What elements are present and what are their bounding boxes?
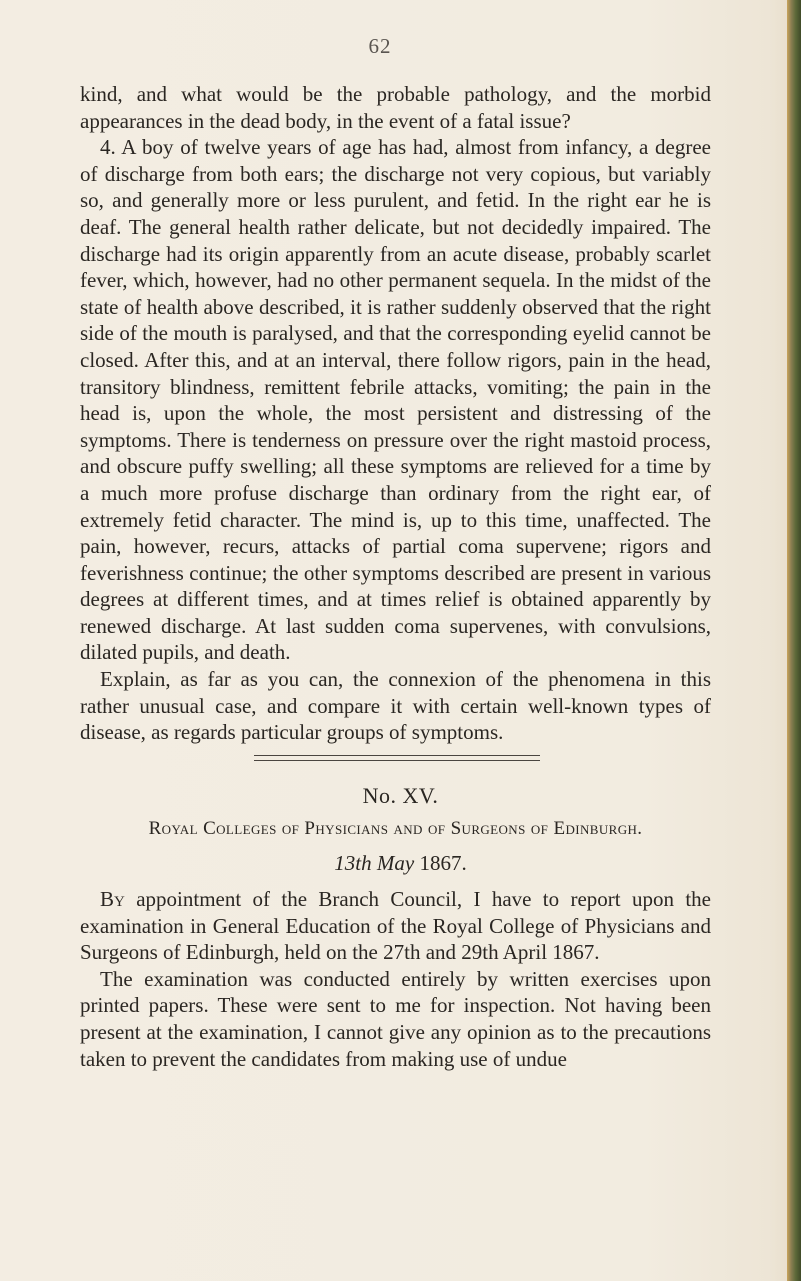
report-paragraph-2: The examination was conducted entirely by written exercises upon printed papers. These were sent to me for inspection. Not having been present at the examination, I cannot give any opinion as to the precautions taken to prevent the candidates from making use of undue bbox=[80, 966, 711, 1071]
section-heading: No. XV. bbox=[362, 783, 439, 808]
continuation-paragraph: kind, and what would be the probable pathology, and the morbid appearances in the dead body, in the event of a fatal issue? bbox=[80, 82, 711, 133]
question-4-paragraph: 4. A boy of twelve years of age has had, almost from infancy, a degree of discharge from both ears; the discharge not very copious, but variably so, and generally more or less purulent, and fetid. In the right ear he is deaf. The general health rather delicate, but not decidedly impaired. The discharge had its origin apparently from an acute disease, probably scarlet fever, which, however, had no other permanent sequela. In the midst of the state of health above described, it is rather suddenly observed that the right side of the mouth is paralysed, and that the corresponding eyelid cannot be closed. After this, and at an interval, there follow rigors, pain in the head, transitory blindness, remittent febrile attacks, vomiting; the pain in the head is, upon the whole, the most persistent and distressing of the symptoms. There is tenderness on pressure over the right mastoid process, and obscure puffy swelling; all these symptoms are relieved for a time by a much more profuse discharge than ordinary from the right ear, of extremely fetid character. The mind is, up to this time, unaffected. The pain, however, recurs, attacks of partial coma supervene; rigors and feverishness continue; the other symptoms described are present in various degrees at different times, and at times relief is obtained apparently by renewed discharge. At last sudden coma supervenes, with convulsions, dilated pupils, and death. bbox=[80, 135, 711, 665]
question-4-instruction: Explain, as far as you can, the connexion of the phenomena in this rather unusual case, and compare it with certain well-known types of disease, as regards particular groups of symptoms. bbox=[80, 667, 711, 745]
report-date bbox=[0, 851, 801, 876]
page-edge-binding bbox=[787, 0, 801, 1281]
report-opening-word: By bbox=[100, 887, 125, 911]
report-paragraph-1 bbox=[80, 886, 711, 966]
report-date-year: 1867. bbox=[419, 851, 467, 875]
page-number: 62 bbox=[368, 34, 392, 58]
report-date-day: 13th May bbox=[334, 851, 415, 875]
report-paragraph-1-text: appointment of the Branch Council, I have to report upon the examination in General Education of the Royal College of Physicians and Surgeons of Edinburgh, held on the 27th and 29th April 1867. bbox=[80, 887, 711, 965]
section-divider bbox=[254, 755, 540, 761]
report-text-block bbox=[80, 886, 711, 1072]
upper-text-block bbox=[80, 81, 711, 746]
institution-heading: Royal Colleges of Physicians and of Surgeons of Edinburgh. bbox=[148, 818, 643, 839]
